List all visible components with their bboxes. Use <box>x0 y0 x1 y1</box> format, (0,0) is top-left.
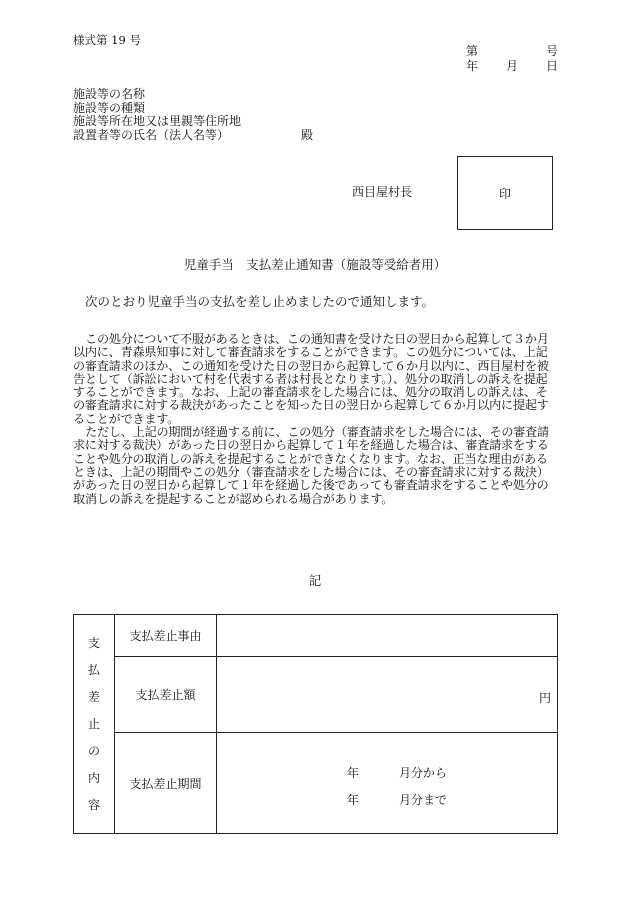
form-number: 様式第 19 号 <box>73 33 141 47</box>
detail-table <box>73 614 558 834</box>
intro-text: 次のとおり児童手当の支払を差し止めましたので通知します。 <box>85 294 435 309</box>
document-title: 児童手当 支払差止通知書（施設等受給者用） <box>183 257 447 272</box>
date-year: 年 <box>466 59 479 73</box>
side-char: 払 <box>87 662 100 677</box>
seal-label: 印 <box>498 186 511 201</box>
period-label: 支払差止期間 <box>115 733 217 834</box>
founder-name-label: 設置者等の氏名（法人名等） <box>73 127 230 142</box>
founder-name-row <box>73 127 314 143</box>
side-char: 差 <box>87 689 100 704</box>
facility-type-label: 施設等の種類 <box>73 100 146 115</box>
document-number-block <box>466 44 558 74</box>
side-char: 止 <box>87 716 100 731</box>
seal-box <box>457 156 553 230</box>
appeal-notice <box>73 333 558 506</box>
notice-paragraph-2: ただし、上記の期間が経過する前に、この処分（審査請求をした場合には、その審査請求に対する裁決）があった日の翌日から起算して１年を経過した場合は、審査請求をすることや処分の取消しの訴えを提起することができなくなります。なお、正当な理由があるときは、上記の期間やこの処分（審査請求をした場合には、その審査請求に対する裁決）があった日の翌日から起算して１年を経過した後であっても審査請求をすることや処分の取消しの訴えを提起することが認められる場合があります。 <box>73 425 549 506</box>
date-day: 日 <box>545 59 558 73</box>
issuer-name: 西目屋村長 <box>352 185 413 199</box>
ki-heading: 記 <box>308 573 322 588</box>
period-to-row <box>347 787 557 814</box>
doc-no-suffix: 号 <box>545 44 558 58</box>
period-from-row <box>347 760 557 787</box>
facility-address-label: 施設等所在地又は里親等住所地 <box>73 114 242 128</box>
side-char: の <box>87 743 100 758</box>
facility-name-label: 施設等の名称 <box>73 87 146 101</box>
addressee-block <box>73 87 314 142</box>
amount-value[interactable] <box>217 657 558 733</box>
reason-value[interactable] <box>217 615 558 657</box>
side-char: 容 <box>87 797 100 812</box>
honorific: 殿 <box>301 127 314 142</box>
notice-paragraph-1: この処分について不服があるときは、この通知書を受けた日の翌日から起算して３か月以内に、青森県知事に対して審査請求をすることができます。この処分については、上記の審査請求のほか、この通知を受けた日の翌日から起算して６か月以内に、西目屋村を被告として（訴訟において村を代表する者は村長となります。）、処分の取消しの訴えを提起することができます。なお、上記の審査請求をした場合には、処分の取消しの訴えは、その審査請求に対する裁決があったことを知った日の翌日から起算して６か月以内に提起することができます。 <box>73 332 549 426</box>
doc-no-prefix: 第 <box>466 44 479 58</box>
side-header <box>74 615 115 834</box>
period-value[interactable] <box>217 733 558 834</box>
date-month: 月 <box>505 59 518 73</box>
period-to-year: 年 <box>347 793 360 807</box>
period-to-text: 月分まで <box>399 793 448 807</box>
reason-label: 支払差止事由 <box>115 615 217 657</box>
period-from-text: 月分から <box>399 766 448 780</box>
amount-label: 支払差止額 <box>115 657 217 733</box>
side-char: 内 <box>87 770 100 785</box>
yen-unit: 円 <box>538 691 551 705</box>
side-char: 支 <box>87 635 100 650</box>
period-from-year: 年 <box>347 766 360 780</box>
